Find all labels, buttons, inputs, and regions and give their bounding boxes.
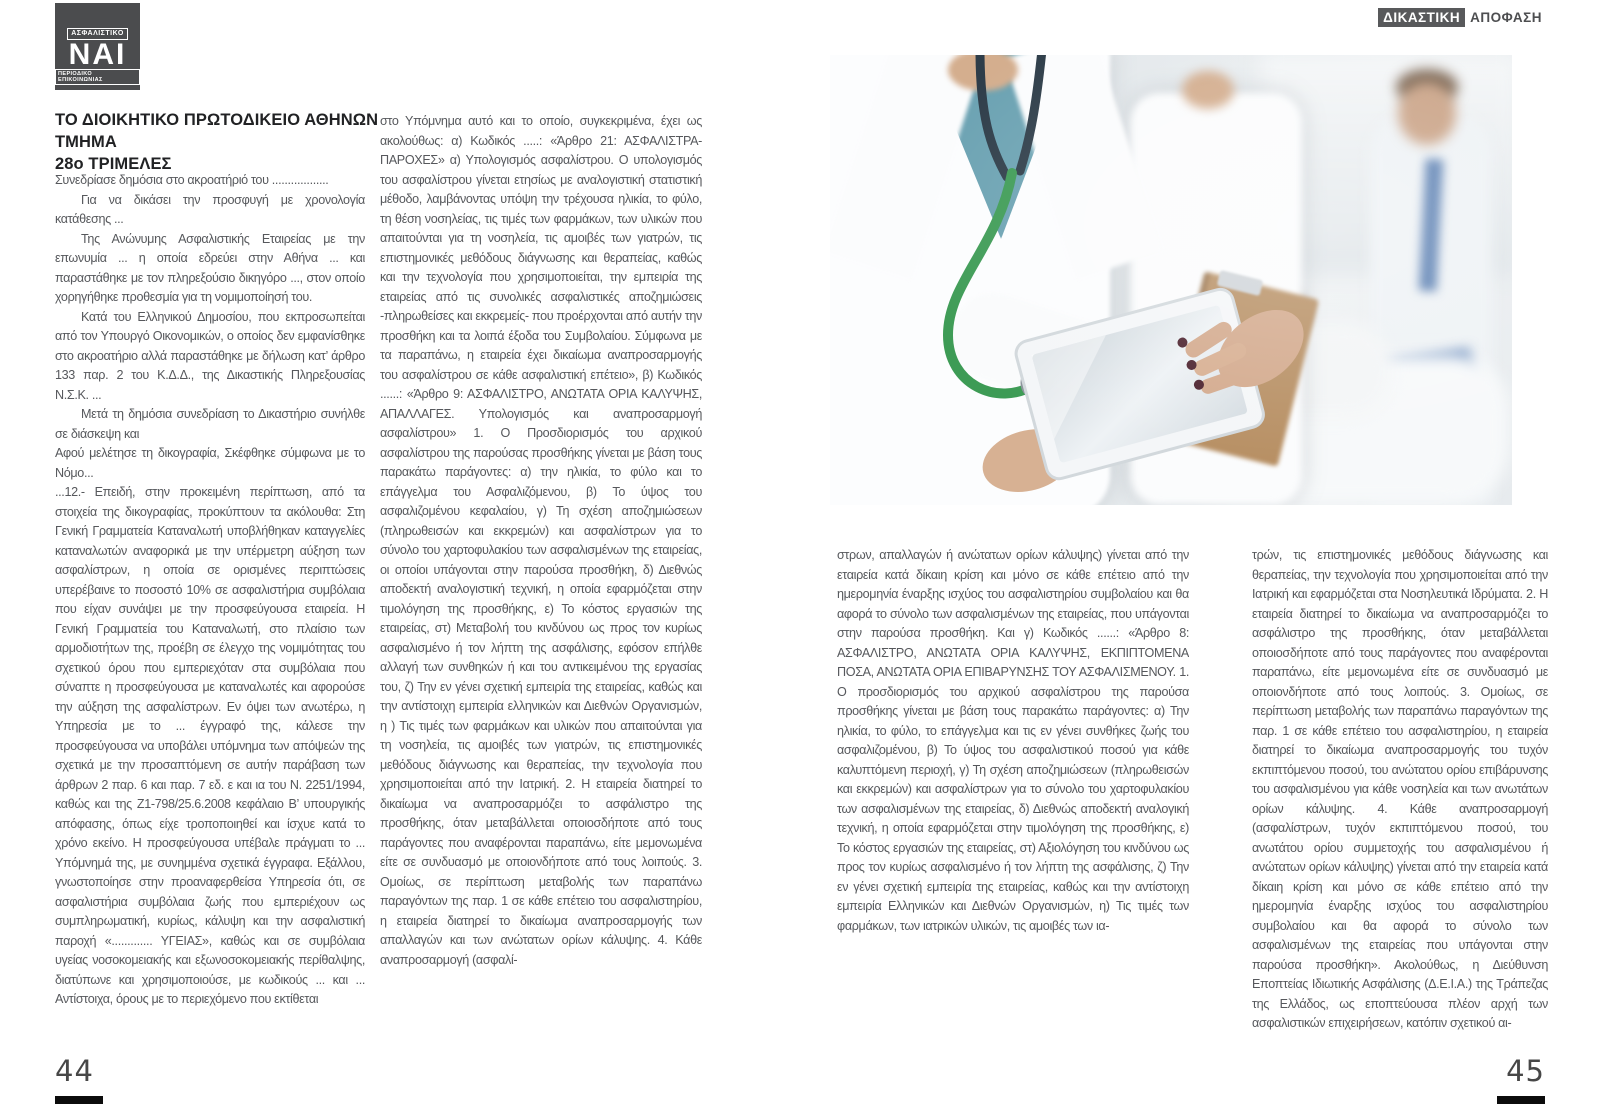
right-page-column-2: τρών, τις επιστημονικές μεθόδους διάγνωσης και θεραπείας, την τεχνολογία που χρησιμοποιείται από την Ιατρική και εφαρμόζεται στα Νοσηλευτικά Ιδρύματα. 2. Η εταιρεία διατηρεί το δικαίωμα να αναπροσαρμόζει το ασφάλιστρο της προσθήκης, όταν μεταβάλλεται οποιοσδήποτε από τους παράγοντες που αναφέρονται παραπάνω, είτε μεμονωμένα είτε σε συνδυασμό με οποιονδήποτε από τους λοιπούς. 3. Ομοίως, σε περίπτωση μεταβολής των παραπάνω παραγόντων της παρ. 1 σε κάθε επέτειο του ασφαλιστηρίου, η εταιρεία διατηρεί το δικαίωμα αναπροσαρμογής του τυχόν εκπιπτόμενου ποσού, του ανώτατου ορίου επιβάρυνσης του ασφαλισμένου για κάθε νοσηλεία και των ανωτάτων ορίων κάλυψης. 4. Κάθε αναπροσαρμογή (ασφαλίστρων, τυχόν εκπιπτόμενου ποσού, του ανωτάτου ορίου συμμετοχής του ασφαλισμένου ή ανώτατων ορίων κάλυψης) γίνεται από την εταιρεία κατά δίκαιη κρίση και μόνο σε κάθε επέτειο από την ημερομηνία έναρξης ισχύος του ασφαλιστηρίου συμβολαίου και θα αφορά το σύνολο των ασφαλισμένων της εταιρείας που υπάγονται στην παρούσα προσθήκη». Ακολούθως, η Διεύθυνση Εποπτείας Ιδιωτικής Ασφάλισης (Δ.Ε.Ι.Α.) της Τράπεζας της Ελλάδος, ως εποπτεύουσα πλέον αρχή των ασφαλιστικών επιχειρήσεων, κατόπιν σχετικού αι- — [1252, 548, 1548, 1030]
paragraph: Αφού μελέτησε τη δικογραφία, Σκέφθηκε σύμφωνα με το Νόμο... — [55, 446, 365, 480]
paragraph: ...12.- Επειδή, στην προκειμένη περίπτωση, από τα στοιχεία της δικογραφίας, προκύπτουν τα ακόλουθα: Στη Γενική Γραμματεία Καταναλωτή υποβλήθηκαν καταγγελίες καταναλωτών αναφορικά με την υπέρμετρη αύξηση των ασφαλίστρων, η οποία σε ορισμένες περιπτώσεις υπερέβαινε το ποσοστό 10% σε ασφαλιστήρια συμβόλαια που είχαν συνάψει με την προσφεύγουσα εταιρεία. Η Γενική Γραμματεία του Καταναλωτή, στο πλαίσιο των αρμοδιοτήτων της, προέβη σε έλεγχο της νομιμότητας του σχετικού όρου που εμπεριεχόταν στα συμβόλαια που σύναπτε η προσφεύγουσα με καταναλωτές και αφορούσε την αύξηση της ασφαλίστρων. Εν όψει των ανωτέρω, η Υπηρεσία με το ... έγγραφό της, κάλεσε την προσφεύγουσα να υποβάλει υπόμνημα των απόψεών της σχετικά με την προσαπτόμενη σε αυτήν παράβαση των άρθρων 2 παρ. 6 και παρ. 7 εδ. ε και ια του Ν. 2251/1994, καθώς και της Ζ1-798/25.6.2008 κεφάλαιο Β’ υπουργικής απόφασης, όπως είχε τροποποιηθεί και ίσχυε κατά το χρόνο εκείνο. Η προσφεύγουσα υπέβαλε πράγματι το ... Υπόμνημά της, με συνημμένα σχετικά έγγραφα. Εξάλλου, γνωστοποίησε στην προαναφερθείσα Υπηρεσία ότι, σε ασφαλιστήρια συμβόλαια ζωής που εμπεριέχουν ως συμπληρωματική, κυρίως, κάλυψη και την ασφαλιστική παροχή «............. ΥΓΕΙΑΣ», καθώς και σε συμβόλαια υγείας νοσοκομειακής και εξωνοσοκομειακής περίθαλψης, διατύπωνε και χρησιμοποιούσε, με κωδικούς ... και ... Αντίστοιχα, όρους με το περιεχόμενο που εκτίθεται — [55, 485, 365, 1006]
bottom-left-corner-bar — [55, 1096, 103, 1104]
page-number-left: 44 — [55, 1054, 94, 1088]
article-heading — [55, 109, 385, 175]
right-page-column-1: στρων, απαλλαγών ή ανώτατων ορίων κάλυψης) γίνεται από την εταιρεία κατά δίκαιη κρίση και μόνο σε κάθε επέτειο από την ημερομηνία έναρξης ισχύος του ασφαλιστηρίου συμβολαίου και θα αφορά το σύνολο των ασφαλισμένων της εταιρείας, που υπάγονται στην παρούσα προσθήκη. Και γ) Κωδικός ......: «Άρθρο 8: ΑΣΦΑΛΙΣΤΡΟ, ΑΝΩΤΑΤΑ ΟΡΙΑ ΚΑΛΥΨΗΣ, ΕΚΠΙΠΤΟΜΕΝΑ ΠΟΣΑ, ΑΝΩΤΑΤΑ ΟΡΙΑ ΕΠΙΒΑΡΥΝΣΗΣ ΤΟΥ ΑΣΦΑΛΙΣΜΕΝΟΥ. 1. Ο προσδιορισμός του αρχικού ασφαλίστρου της παρούσα προσθήκης γίνεται με βάση τους παρακάτω παράγοντες: α) Την ηλικία, το φύλο, το επάγγελμα και τις εν γένει συνθήκες ζωής του ασφαλιζομένου, β) Το ύψος του ασφαλιστικού ποσού για κάθε καλυπτόμενη περιοχή, γ) Τη σχέση αποζημιώσεων (πληρωθεισών και εκκρεμών) και ασφαλίστρων για το σύνολο του χαρτοφυλακίου των ασφαλισμένων της εταιρείας, δ) Διεθνώς αποδεκτή αναλογική τεχνική, η οποία εφαρμόζεται στην τιμολόγηση της προσθήκης, ε) Το κόστος εργασιών της εταιρείας, στ) Αξιολόγηση του κινδύνου ως προς τον κυρίως ασφαλισμένο ή τον λήπτη της ασφάλισης, ζ) Την εν γένει σχετική εμπειρία της εταιρείας, καθώς και την αντίστοιχη εμπειρία Ελληνικών και Διεθνών Οργανισμών, η) Τις τιμές των φαρμάκων, των ιατρικών υλικών, τις αμοιβές των ια- — [837, 548, 1189, 933]
article-heading-line2: 28ο ΤΡΙΜΕΛΕΣ — [55, 155, 172, 173]
paragraph: Μετά τη δημόσια συνεδρίαση το Δικαστήριο συνήλθε σε διάσκεψη και — [55, 407, 365, 441]
page-number-right: 45 — [1506, 1054, 1545, 1088]
left-page-column-1 — [55, 171, 365, 1035]
bottom-right-corner-bar — [1497, 1096, 1545, 1104]
magazine-logo — [55, 3, 140, 90]
paragraph: Της Ανώνυμης Ασφαλιστικής Εταιρείας με την επωνυμία ... η οποία εδρεύει στην Αθήνα ... και παραστάθηκε με τον πληρεξούσιο δικηγόρο ..., στον οποίο χορηγήθηκε προθεσμία για τη νομιμοποίησή του. — [55, 231, 365, 304]
badge-primary-label: ΔΙΚΑΣΤΙΚΗ — [1378, 8, 1465, 27]
article-heading-line1: ΤΟ ΔΙΟΙΚΗΤΙΚΟ ΠΡΩΤΟΔΙΚΕΙΟ ΑΘΗΝΩΝ ΤΜΗΜΑ — [55, 111, 379, 151]
left-page-column-2: στο Υπόμνημα αυτό και το οποίο, συγκεκριμένα, έχει ως ακολούθως: α) Κωδικός .....: «Άρθρο 21: ΑΣΦΑΛΙΣΤΡΑ-ΠΑΡΟΧΕΣ» α) Υπολογισμός ασφαλίστρου. Ο υπολογισμός του ασφαλίστρου γίνεται ετησίως με αναλογιστική στατιστική μέθοδο, λαμβάνοντας υπόψη την τρέχουσα ηλικία, το φύλο, τη θέση νοσηλείας, τις τιμές των φαρμάκων, των υλικών που απαιτούνται για τη νοσηλεία, τις αμοιβές των γιατρών, τις επιστημονικές μεθόδους διάγνωσης και θεραπείας, καθώς και την τεχνολογία που χρησιμοποιείται, την εμπειρία της εταιρείας από τις συνολικές ασφαλιστικές αποζημιώσεις -πληρωθείσες και εκκρεμείς- που προέρχονται από αυτήν την προσθήκη και τα λοιπά έξοδα του Συμβολαίου. Σύμφωνα με τα παραπάνω, η εταιρεία έχει δικαίωμα αναπροσαρμογής του ασφαλίστρου σε κάθε ασφαλιστική επέτειο», β) Κωδικός ......: «Άρθρο 9: ΑΣΦΑΛΙΣΤΡΟ, ΑΝΩΤΑΤΑ ΟΡΙΑ ΚΑΛΥΨΗΣ, ΑΠΑΛΛΑΓΕΣ. Υπολογισμός και αναπροσαρμογή ασφαλίστρου» 1. Ο Προσδιορισμός του αρχικού ασφαλίστρου της παρούσας προσθήκης γίνεται με βάση τους παρακάτω παράγοντες: α) την ηλικία, το φύλο και το επάγγελμα του Ασφαλιζόμενου, β) Το ύψος του ασφαλιζομένου κεφαλαίου, γ) Τη σχέση αποζημιώσεων (πληρωθεισών και εκκρεμών) και ασφαλίστρων για το σύνολο του χαρτοφυλακίου των ασφαλισμένων της εταιρείας, οι οποίοι υπάγονται στην παρούσα προσθήκη, δ) Διεθνώς αποδεκτή αναλογιστική τεχνική, η οποία εφαρμόζεται στην τιμολόγηση της προσθήκης, ε) Το κόστος εργασιών της εταιρείας, στ) Μεταβολή του κινδύνου ως προς τον κυρίως ασφαλισμένο ή τον λήπτη της ασφάλισης, εφόσον επήλθε αλλαγή των συνθηκών ή και του αντικειμένου της εργασίας του, ζ) Την εν γένει σχετική εμπειρία της εταιρείας, καθώς και την αντίστοιχη εμπειρία ελληνικών και Διεθνών Οργανισμών, η ) Τις τιμές των φαρμάκων και υλικών που απαιτούνται για τη νοσηλεία, τις αμοιβές των γιατρών, τις επιστημονικές μεθόδους διάγνωσης και θεραπείας, την τεχνολογία που χρησιμοποιείται από την Ιατρική. 2. Η εταιρεία διατηρεί το δικαίωμα να αναπροσαρμόζει το ασφάλιστρο της προσθήκης, όταν μεταβάλλεται οποιοσδήποτε από τους παράγοντες που αναφέρονται παραπάνω, είτε μεμονωμένα είτε σε συνδυασμό με οποιονδήποτε από τους λοιπούς. 3. Ομοίως, σε περίπτωση μεταβολής των παραπάνω παραγόντων της παρ. 1 σε κάθε επέτειο του ασφαλιστηρίου, η εταιρεία διατηρεί το δικαίωμα αναπροσαρμογής των απαλλαγών και των ανώτατων ορίων κάλυψης. 4. Κάθε αναπροσαρμογή (ασφαλί- — [380, 114, 702, 967]
article-photo — [830, 55, 1512, 505]
paragraph: Συνεδρίασε δημόσια στο ακροατήριό του .................. — [55, 173, 329, 187]
photo-light-veil — [830, 55, 1512, 505]
section-badge — [1378, 8, 1542, 27]
badge-secondary-label: ΑΠΟΦΑΣΗ — [1470, 10, 1542, 25]
paragraph: Κατά του Ελληνικού Δημοσίου, που εκπροσωπείται από τον Υπουργό Οικονομικών, ο οποίος δεν εμφανίσθηκε στο ακροατήριο αλλά παραστάθηκε με δήλωση κατ’ άρθρο 133 παρ. 2 του Κ.Δ.Δ., της Δικαστικής Πληρεξουσίας Ν.Σ.Κ. ... — [55, 309, 365, 402]
logo-top-label: ΑΣΦΑΛΙΣΤΙΚΟ — [67, 28, 128, 40]
paragraph: Για να δικάσει την προσφυγή με χρονολογία κατάθεσης ... — [55, 192, 365, 226]
logo-name: ΝΑΙ — [68, 38, 127, 71]
logo-bottom-label: ΠΕΡΙΟΔΙΚΟ ΕΠΙΚΟΙΝΩΝΙΑΣ — [55, 69, 140, 85]
